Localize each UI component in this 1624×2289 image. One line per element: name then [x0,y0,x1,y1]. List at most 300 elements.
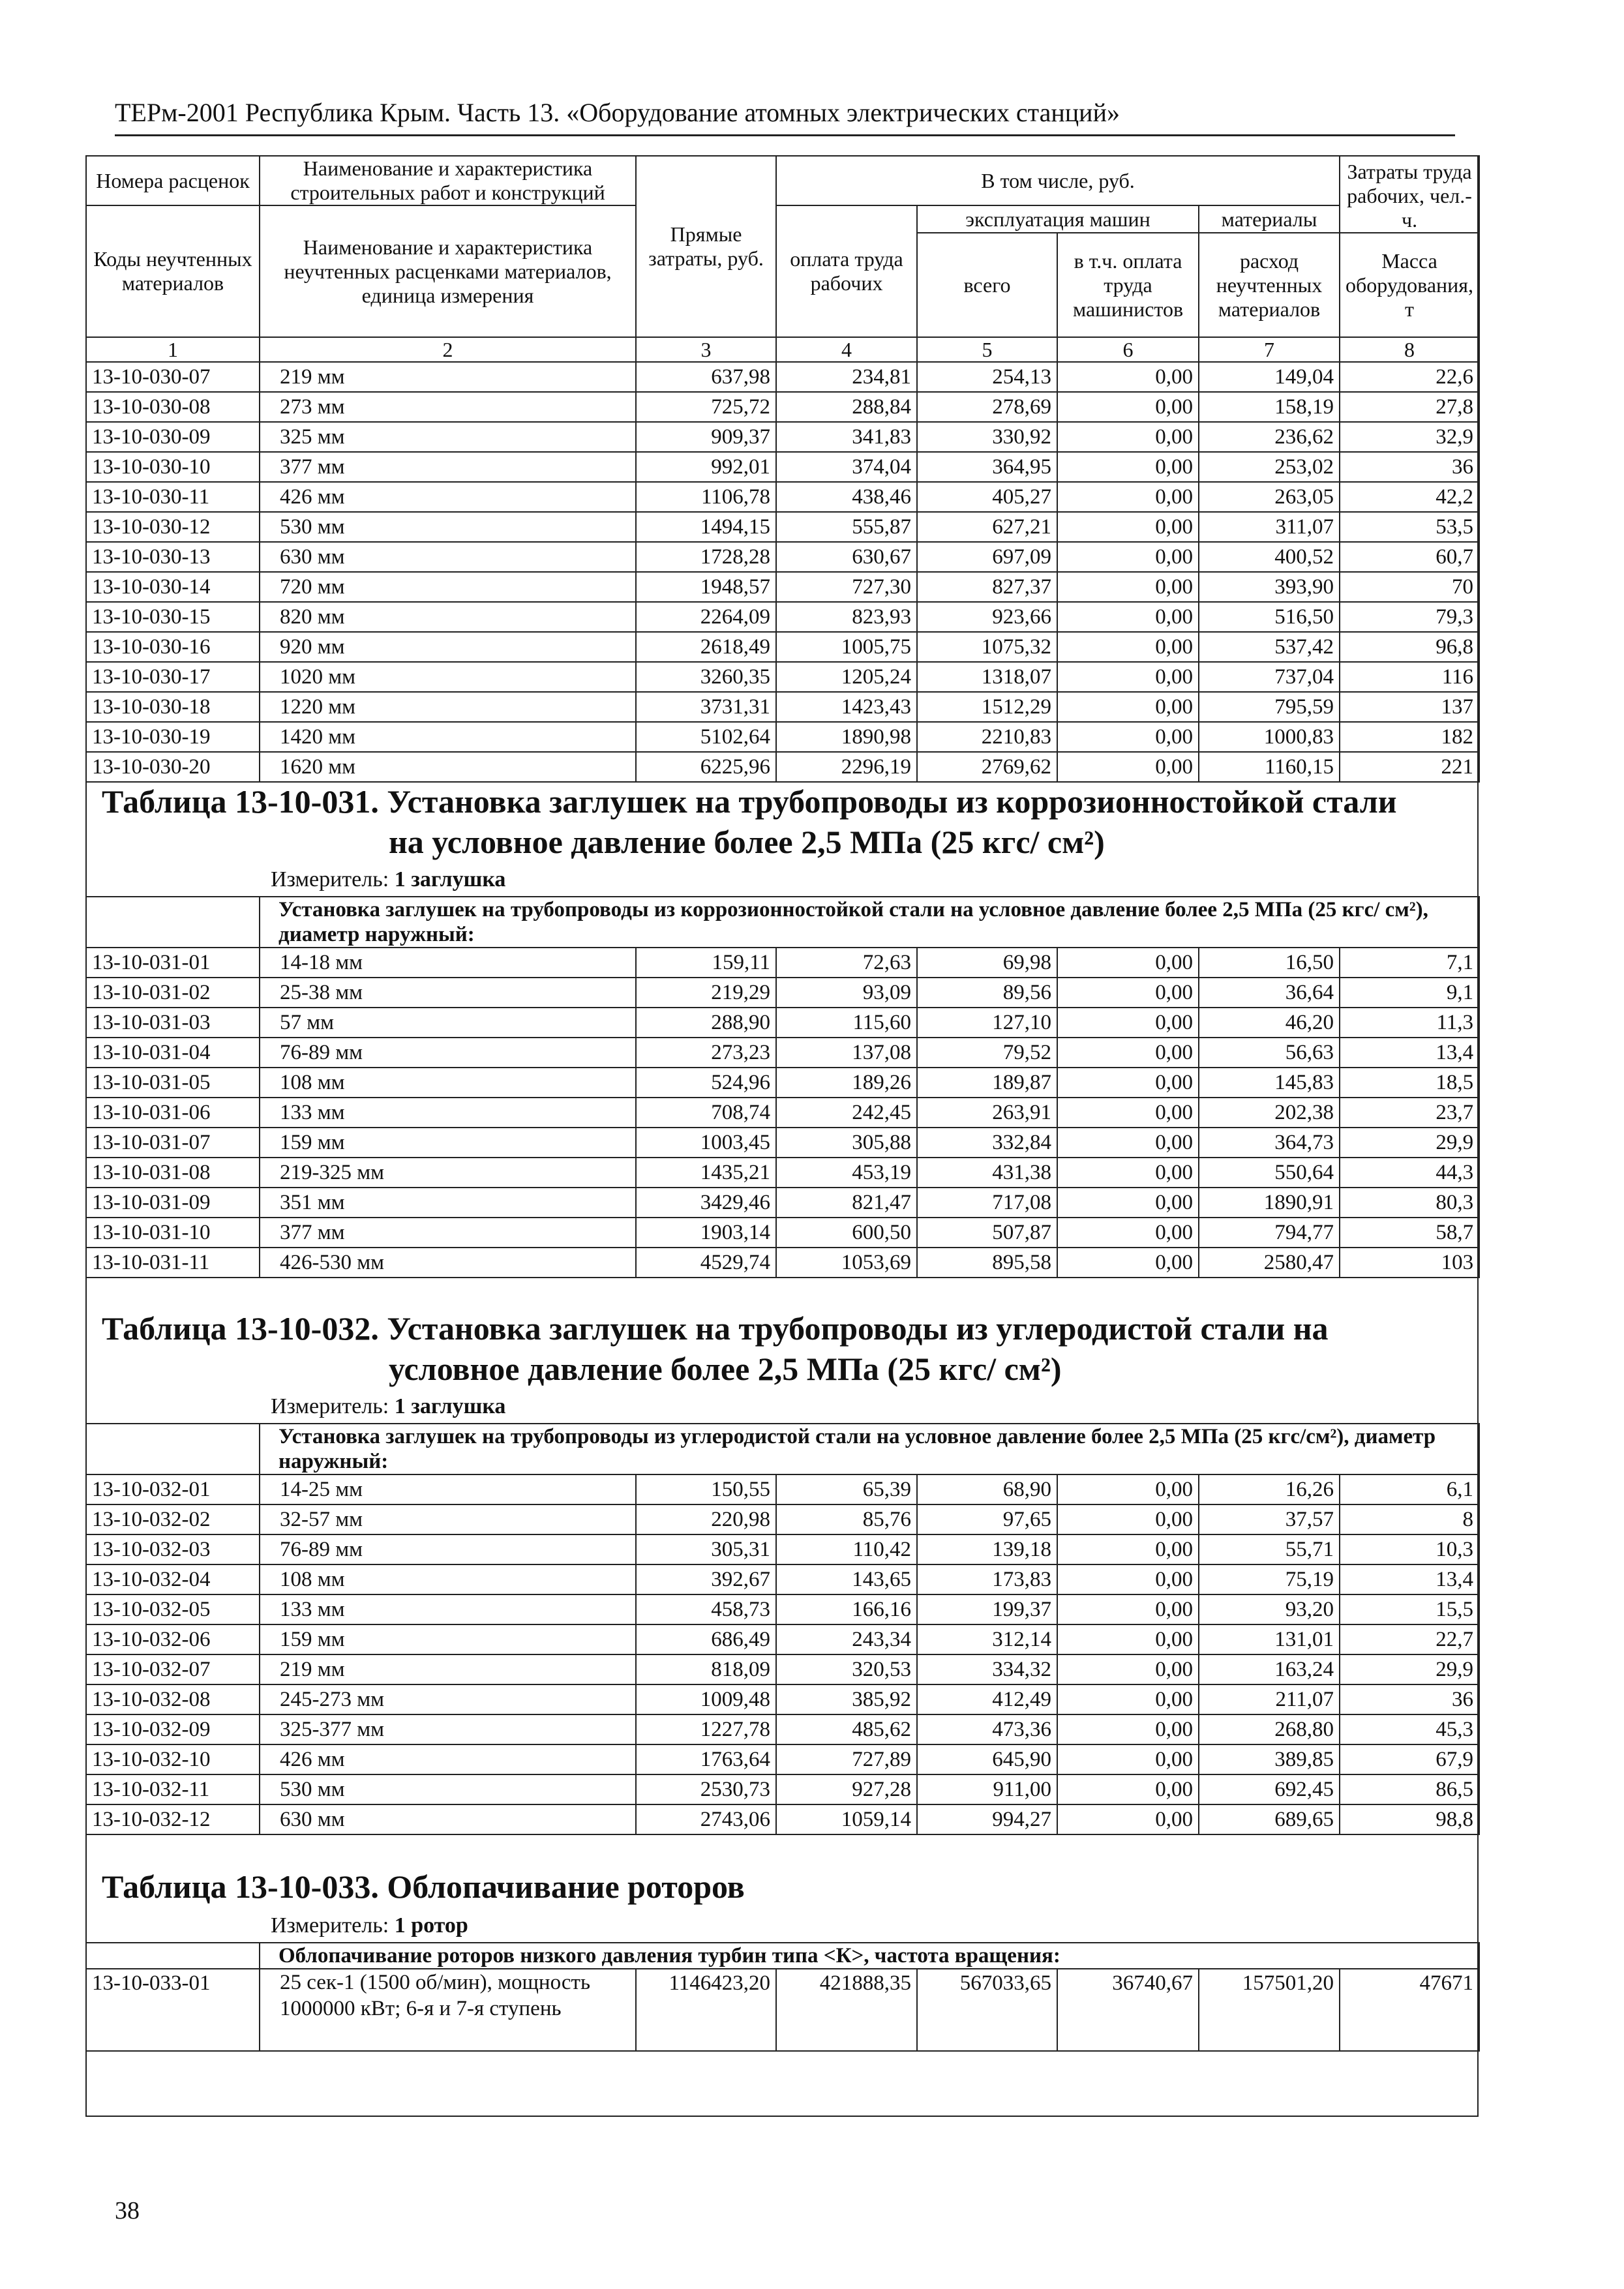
table-row [86,482,1479,512]
value-cell: 485,62 [776,1714,917,1744]
value-cell: 0,00 [1057,1804,1199,1834]
value-cell: 93,09 [776,978,917,1008]
value-cell: 0,00 [1057,662,1199,692]
value-cell: 0,00 [1057,978,1199,1008]
measure-value: 1 ротор [394,1913,468,1937]
rate-code-cell: 13-10-030-08 [86,392,260,422]
value-cell: 13,4 [1340,1038,1479,1068]
rate-code-cell: 13-10-031-03 [86,1008,260,1038]
item-name-cell: 630 мм [260,542,636,572]
value-cell: 8 [1340,1504,1479,1534]
value-cell: 692,45 [1199,1774,1340,1804]
subheader-text: Облопачивание роторов низкого давления турбин типа <К>, частота вращения: [260,1943,1479,1969]
value-cell: 600,50 [776,1218,917,1248]
rate-code-cell: 13-10-032-08 [86,1684,260,1714]
item-name-cell: 720 мм [260,572,636,602]
item-name-cell: 219 мм [260,1654,636,1684]
value-cell: 211,07 [1199,1684,1340,1714]
col-header-including: В том числе, руб. [776,156,1340,205]
value-cell: 725,72 [636,392,776,422]
value-cell: 1903,14 [636,1218,776,1248]
item-name-cell: 1020 мм [260,662,636,692]
value-cell: 199,37 [917,1594,1057,1624]
value-cell: 1728,28 [636,542,776,572]
table-row [86,362,1479,392]
value-cell: 2769,62 [917,752,1057,782]
value-cell: 36740,67 [1057,1969,1199,2051]
col-num: 6 [1057,337,1199,362]
item-name-cell: 57 мм [260,1008,636,1038]
value-cell: 29,9 [1340,1654,1479,1684]
value-cell: 29,9 [1340,1128,1479,1158]
table-body [86,897,1479,948]
item-name-cell: 32-57 мм [260,1504,636,1534]
item-name-cell: 530 мм [260,512,636,542]
value-cell: 0,00 [1057,1594,1199,1624]
value-cell: 392,67 [636,1564,776,1594]
rate-code-cell: 13-10-030-19 [86,722,260,752]
table-13-10-032 [85,1423,1480,1835]
value-cell: 0,00 [1057,1504,1199,1534]
value-cell: 268,80 [1199,1714,1340,1744]
value-cell: 22,6 [1340,362,1479,392]
measure-13-10-033 [271,1912,468,1939]
value-cell: 1423,43 [776,692,917,722]
rate-code-cell: 13-10-031-04 [86,1038,260,1068]
value-cell: 1059,14 [776,1804,917,1834]
value-cell: 385,92 [776,1684,917,1714]
value-cell: 93,20 [1199,1594,1340,1624]
col-header-labor: Затраты труда рабочих, чел.-ч. [1340,156,1479,233]
value-cell: 89,56 [917,978,1057,1008]
value-cell: 0,00 [1057,1774,1199,1804]
value-cell: 1005,75 [776,632,917,662]
value-cell: 923,66 [917,602,1057,632]
item-name-cell: 820 мм [260,602,636,632]
value-cell: 0,00 [1057,602,1199,632]
page-number: 38 [115,2197,140,2224]
value-cell: 143,65 [776,1564,917,1594]
value-cell: 0,00 [1057,1188,1199,1218]
rate-code-cell: 13-10-030-20 [86,752,260,782]
value-cell: 1075,32 [917,632,1057,662]
value-cell: 909,37 [636,422,776,452]
value-cell: 555,87 [776,512,917,542]
table-row [86,512,1479,542]
rate-code-cell: 13-10-031-08 [86,1158,260,1188]
item-name-cell: 219-325 мм [260,1158,636,1188]
table-row [86,1218,1479,1248]
value-cell: 96,8 [1340,632,1479,662]
table-row [86,1474,1479,1504]
rate-code-cell: 13-10-030-10 [86,452,260,482]
table-subheader [86,1424,1479,1474]
value-cell: 53,5 [1340,512,1479,542]
value-cell: 137 [1340,692,1479,722]
rate-code-cell: 13-10-030-15 [86,602,260,632]
item-name-cell: 108 мм [260,1564,636,1594]
value-cell: 0,00 [1057,1474,1199,1504]
table-row [86,1128,1479,1158]
item-name-cell: 14-25 мм [260,1474,636,1504]
rate-code-cell: 13-10-030-14 [86,572,260,602]
rate-code-cell: 13-10-031-09 [86,1188,260,1218]
table-row [86,1774,1479,1804]
measure-value: 1 заглушка [394,867,506,891]
col-header-equipment-mass: Масса оборудования, т [1340,233,1479,337]
value-cell: 1205,24 [776,662,917,692]
item-name-cell: 25-38 мм [260,978,636,1008]
table-body [86,948,1479,1278]
running-header: ТЕРм-2001 Республика Крым. Часть 13. «Оборудование атомных электрических станций» [115,97,1455,136]
col-num: 7 [1199,337,1340,362]
value-cell: 727,30 [776,572,917,602]
table-13-10-031 [85,896,1480,1278]
table-13-10-033 [85,1942,1480,2052]
value-cell: 85,76 [776,1504,917,1534]
value-cell: 0,00 [1057,1158,1199,1188]
value-cell: 6,1 [1340,1474,1479,1504]
value-cell: 263,05 [1199,482,1340,512]
value-cell: 2580,47 [1199,1248,1340,1278]
value-cell: 137,08 [776,1038,917,1068]
table-row [86,452,1479,482]
table-row [86,542,1479,572]
value-cell: 1227,78 [636,1714,776,1744]
subheader-text: Установка заглушек на трубопроводы из углеродистой стали на условное давление более 2,5 МПа (25 кгс/см²), диаметр наружный: [260,1424,1479,1474]
value-cell: 67,9 [1340,1744,1479,1774]
value-cell: 737,04 [1199,662,1340,692]
value-cell: 0,00 [1057,1684,1199,1714]
value-cell: 0,00 [1057,1564,1199,1594]
table-row [86,1714,1479,1744]
rate-code-cell: 13-10-032-09 [86,1714,260,1744]
table-row [86,1038,1479,1068]
value-cell: 55,71 [1199,1534,1340,1564]
item-name-cell: 1620 мм [260,752,636,782]
rate-code-cell: 13-10-032-10 [86,1744,260,1774]
value-cell: 36,64 [1199,978,1340,1008]
value-cell: 0,00 [1057,1624,1199,1654]
value-cell: 1512,29 [917,692,1057,722]
value-cell: 139,18 [917,1534,1057,1564]
item-name-cell: 530 мм [260,1774,636,1804]
rate-code-cell: 13-10-032-03 [86,1534,260,1564]
table-row [86,1068,1479,1098]
value-cell: 60,7 [1340,542,1479,572]
value-cell: 65,39 [776,1474,917,1504]
item-name-cell: 1220 мм [260,692,636,722]
col-num: 8 [1340,337,1479,362]
measure-label: Измеритель: [271,1394,389,1418]
value-cell: 0,00 [1057,1038,1199,1068]
value-cell: 131,01 [1199,1624,1340,1654]
value-cell: 0,00 [1057,1534,1199,1564]
value-cell: 69,98 [917,948,1057,978]
value-cell: 2530,73 [636,1774,776,1804]
col-header-operator-wages: в т.ч. оплата труда машинистов [1057,233,1199,337]
value-cell: 2743,06 [636,1804,776,1834]
item-name-cell: 630 мм [260,1804,636,1834]
item-name-cell: 325-377 мм [260,1714,636,1744]
value-cell: 263,91 [917,1098,1057,1128]
item-name-cell: 159 мм [260,1624,636,1654]
value-cell: 689,65 [1199,1804,1340,1834]
value-cell: 13,4 [1340,1564,1479,1594]
value-cell: 23,7 [1340,1098,1479,1128]
rate-code-cell: 13-10-033-01 [86,1969,260,2051]
value-cell: 127,10 [917,1008,1057,1038]
rate-code-cell: 13-10-030-11 [86,482,260,512]
value-cell: 56,63 [1199,1038,1340,1068]
column-number-row [86,337,1479,362]
value-cell: 389,85 [1199,1744,1340,1774]
value-cell: 221 [1340,752,1479,782]
table-row [86,722,1479,752]
table-row [86,632,1479,662]
value-cell: 1435,21 [636,1158,776,1188]
table-body [86,362,1479,782]
value-cell: 0,00 [1057,1008,1199,1038]
value-cell: 9,1 [1340,978,1479,1008]
value-cell: 1160,15 [1199,752,1340,782]
value-cell: 98,8 [1340,1804,1479,1834]
rate-code-cell: 13-10-030-18 [86,692,260,722]
value-cell: 550,64 [1199,1158,1340,1188]
rate-code-cell: 13-10-032-11 [86,1774,260,1804]
value-cell: 421888,35 [776,1969,917,2051]
value-cell: 288,90 [636,1008,776,1038]
value-cell: 0,00 [1057,1714,1199,1744]
value-cell: 0,00 [1057,572,1199,602]
value-cell: 374,04 [776,452,917,482]
value-cell: 116 [1340,662,1479,692]
table-row [86,752,1479,782]
value-cell: 393,90 [1199,572,1340,602]
rate-code-cell: 13-10-032-12 [86,1804,260,1834]
value-cell: 288,84 [776,392,917,422]
value-cell: 697,09 [917,542,1057,572]
measure-13-10-031 [271,866,505,893]
table-row [86,1969,1479,2051]
value-cell: 1000,83 [1199,722,1340,752]
item-name-cell: 920 мм [260,632,636,662]
item-name-cell: 133 мм [260,1098,636,1128]
value-cell: 1053,69 [776,1248,917,1278]
item-name-cell: 426 мм [260,1744,636,1774]
table-row [86,1684,1479,1714]
item-name-cell: 76-89 мм [260,1038,636,1068]
value-cell: 182 [1340,722,1479,752]
value-cell: 364,95 [917,452,1057,482]
rate-code-cell: 13-10-030-17 [86,662,260,692]
rate-code-cell: 13-10-032-07 [86,1654,260,1684]
section-title-13-10-033 [102,1866,1471,1907]
value-cell: 1009,48 [636,1684,776,1714]
table-subheader [86,897,1479,948]
value-cell: 1890,91 [1199,1188,1340,1218]
rate-code-cell: 13-10-031-01 [86,948,260,978]
value-cell: 686,49 [636,1624,776,1654]
value-cell: 2618,49 [636,632,776,662]
rate-code-cell: 13-10-031-06 [86,1098,260,1128]
value-cell: 4529,74 [636,1248,776,1278]
value-cell: 795,59 [1199,692,1340,722]
rate-code-cell: 13-10-030-13 [86,542,260,572]
table-row [86,948,1479,978]
value-cell: 911,00 [917,1774,1057,1804]
value-cell: 173,83 [917,1564,1057,1594]
rate-code-cell: 13-10-031-05 [86,1068,260,1098]
value-cell: 895,58 [917,1248,1057,1278]
value-cell: 2264,09 [636,602,776,632]
value-cell: 927,28 [776,1774,917,1804]
table-row [86,1534,1479,1564]
value-cell: 219,29 [636,978,776,1008]
table-row [86,1564,1479,1594]
item-name-cell: 377 мм [260,452,636,482]
value-cell: 405,27 [917,482,1057,512]
table-body [86,1969,1479,2051]
value-cell: 0,00 [1057,1248,1199,1278]
value-cell: 341,83 [776,422,917,452]
col-header-machines-total: всего [917,233,1057,337]
item-name-cell: 426-530 мм [260,1248,636,1278]
value-cell: 45,3 [1340,1714,1479,1744]
value-cell: 311,07 [1199,512,1340,542]
measure-label: Измеритель: [271,867,389,891]
value-cell: 0,00 [1057,752,1199,782]
value-cell: 3731,31 [636,692,776,722]
rate-code-cell: 13-10-031-02 [86,978,260,1008]
title-line: Таблица 13-10-033. Облопачивание роторов [102,1868,745,1905]
table-row [86,978,1479,1008]
table-row [86,1098,1479,1128]
subheader-text: Установка заглушек на трубопроводы из коррозионностойкой стали на условное давление более 2,5 МПа (25 кгс/ см²), диаметр наружный: [260,897,1479,948]
value-cell: 305,31 [636,1534,776,1564]
measure-label: Измеритель: [271,1913,389,1937]
value-cell: 75,19 [1199,1564,1340,1594]
value-cell: 312,14 [917,1624,1057,1654]
value-cell: 0,00 [1057,722,1199,752]
table-row [86,422,1479,452]
value-cell: 16,26 [1199,1474,1340,1504]
value-cell: 278,69 [917,392,1057,422]
col-header-materials-consumption: расход неучтенных материалов [1199,233,1340,337]
value-cell: 0,00 [1057,362,1199,392]
value-cell: 159,11 [636,948,776,978]
value-cell: 115,60 [776,1008,917,1038]
value-cell: 823,93 [776,602,917,632]
measure-value: 1 заглушка [394,1394,506,1418]
value-cell: 3429,46 [636,1188,776,1218]
value-cell: 637,98 [636,362,776,392]
value-cell: 32,9 [1340,422,1479,452]
table-body [86,1474,1479,1834]
value-cell: 253,02 [1199,452,1340,482]
value-cell: 0,00 [1057,948,1199,978]
value-cell: 0,00 [1057,1128,1199,1158]
value-cell: 79,3 [1340,602,1479,632]
table-row [86,1594,1479,1624]
title-line: Таблица 13-10-032. Установка заглушек на трубопроводы из углеродистой стали на [102,1310,1329,1347]
value-cell: 334,32 [917,1654,1057,1684]
value-cell: 453,19 [776,1158,917,1188]
value-cell: 0,00 [1057,542,1199,572]
item-name-cell: 273 мм [260,392,636,422]
value-cell: 0,00 [1057,1744,1199,1774]
table-row [86,392,1479,422]
item-name-cell: 1420 мм [260,722,636,752]
value-cell: 36 [1340,1684,1479,1714]
table-row [86,662,1479,692]
table-row [86,1248,1479,1278]
table-row [86,1158,1479,1188]
value-cell: 3260,35 [636,662,776,692]
value-cell: 79,52 [917,1038,1057,1068]
section-title-13-10-032 [102,1308,1471,1389]
rate-code-cell: 13-10-032-01 [86,1474,260,1504]
value-cell: 15,5 [1340,1594,1479,1624]
col-num: 5 [917,337,1057,362]
value-cell: 46,20 [1199,1008,1340,1038]
value-cell: 537,42 [1199,632,1340,662]
value-cell: 234,81 [776,362,917,392]
value-cell: 2210,83 [917,722,1057,752]
item-name-cell: 133 мм [260,1594,636,1624]
table-body [86,1424,1479,1474]
value-cell: 645,90 [917,1744,1057,1774]
value-cell: 0,00 [1057,1098,1199,1128]
value-cell: 1003,45 [636,1128,776,1158]
item-name-cell: 351 мм [260,1188,636,1218]
value-cell: 994,27 [917,1804,1057,1834]
value-cell: 42,2 [1340,482,1479,512]
value-cell: 708,74 [636,1098,776,1128]
value-cell: 36 [1340,452,1479,482]
col-num: 3 [636,337,776,362]
table-row [86,1008,1479,1038]
item-name-cell: 245-273 мм [260,1684,636,1714]
value-cell: 72,63 [776,948,917,978]
value-cell: 630,67 [776,542,917,572]
value-cell: 11,3 [1340,1008,1479,1038]
value-cell: 0,00 [1057,632,1199,662]
value-cell: 524,96 [636,1068,776,1098]
col-num: 4 [776,337,917,362]
value-cell: 818,09 [636,1654,776,1684]
rate-code-cell: 13-10-031-11 [86,1248,260,1278]
value-cell: 44,3 [1340,1158,1479,1188]
value-cell: 150,55 [636,1474,776,1504]
rate-code-cell: 13-10-032-04 [86,1564,260,1594]
item-name-cell: 426 мм [260,482,636,512]
value-cell: 1948,57 [636,572,776,602]
value-cell: 567033,65 [917,1969,1057,2051]
item-name-cell: 108 мм [260,1068,636,1098]
item-name-cell: 325 мм [260,422,636,452]
table-13-10-030 [85,155,1480,783]
value-cell: 2296,19 [776,752,917,782]
rate-code-cell: 13-10-030-16 [86,632,260,662]
value-cell: 110,42 [776,1534,917,1564]
value-cell: 717,08 [917,1188,1057,1218]
value-cell: 0,00 [1057,692,1199,722]
value-cell: 236,62 [1199,422,1340,452]
value-cell: 157501,20 [1199,1969,1340,2051]
value-cell: 473,36 [917,1714,1057,1744]
value-cell: 1494,15 [636,512,776,542]
